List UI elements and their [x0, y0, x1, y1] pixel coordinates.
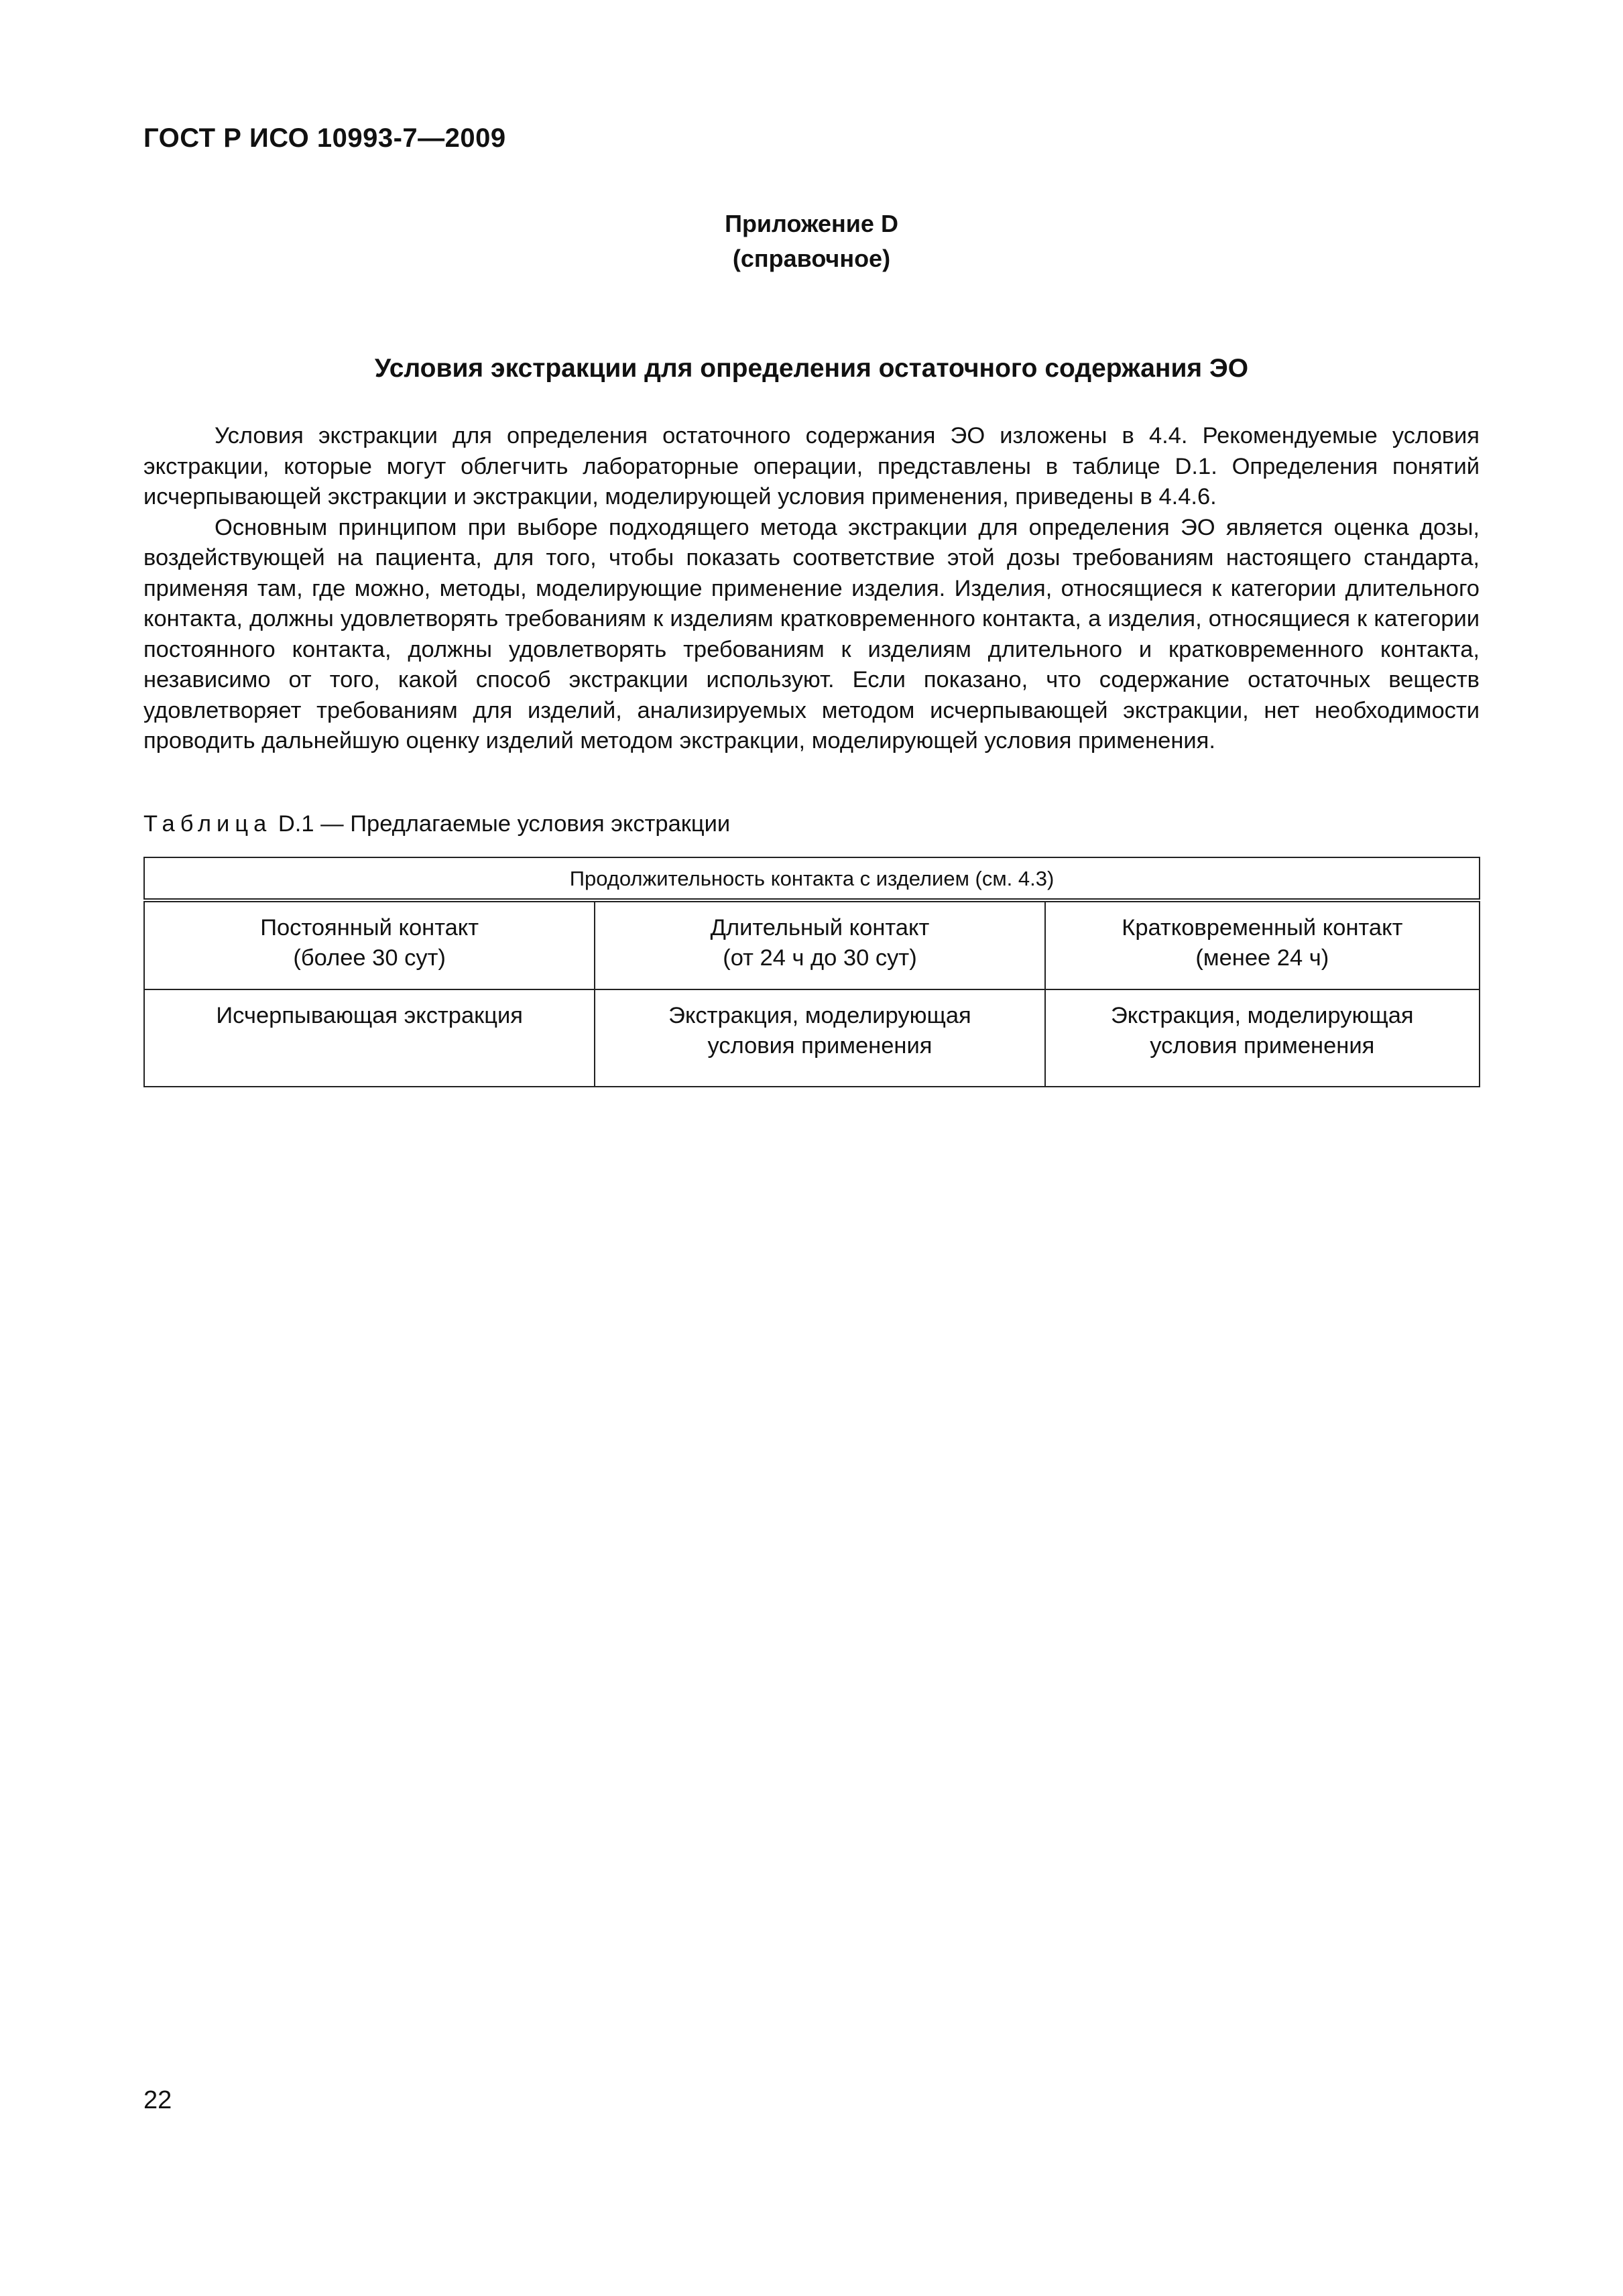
cell-line: Экстракция, моделирующая	[1111, 1003, 1414, 1028]
cell-line: условия применения	[707, 1033, 933, 1059]
paragraph: Основным принципом при выборе подходящего метода экстракции для определения ЭО является оценка дозы, воздействующей на пациента, для того, чтобы показать соответствие этой дозы требованиям настоящего стандарта, применяя там, где можно, методы, моделирующие применение изделия. Изделия, относящиеся к категории длительного контакта, должны удовлетворять требованиям к изделиям кратковременного контакта, а изделия, относящиеся к категории постоянного контакта, должны удовлетворять требованиям к изделиям длительного и кратковременного контакта, независимо от того, какой способ экстракции используют. Если показано, что содержание остаточных веществ удовлетворяет требованиям для изделий, анализируемых методом исчерпывающей экстракции, нет необходимости проводить дальнейшую оценку изделий методом экстракции, моделирующей условия применения.	[143, 514, 1480, 753]
table-header-row	[144, 857, 1480, 900]
table-cell	[1045, 989, 1480, 1087]
table-header-cell: Продолжительность контакта с изделием (см. 4.3)	[144, 857, 1480, 900]
annex-heading	[0, 206, 1623, 276]
cell-line: условия применения	[1150, 1033, 1375, 1059]
body-text	[143, 421, 1480, 757]
cell-line: Кратковременный контакт	[1122, 915, 1403, 941]
document-header: ГОСТ Р ИСО 10993-7—2009	[143, 123, 506, 153]
cell-line: (более 30 сут)	[293, 945, 446, 971]
extraction-conditions-table	[143, 857, 1480, 1087]
paragraph: Условия экстракции для определения остаточного содержания ЭО изложены в 4.4. Рекомендуемые условия экстракции, которые могут облегчить лабораторные операции, представлены в таблице D.1. Определения понятий исчерпывающей экстракции и экстракции, моделирующей условия применения, приведены в 4.4.6.	[143, 423, 1480, 509]
cell-line: Экстракция, моделирующая	[668, 1003, 971, 1028]
cell-line: Исчерпывающая экстракция	[216, 1003, 523, 1028]
table-cell	[595, 989, 1044, 1087]
cell-line: (от 24 ч до 30 сут)	[723, 945, 917, 971]
table-caption-text: D.1 — Предлагаемые условия экстракции	[272, 811, 731, 837]
table-cell	[144, 989, 595, 1087]
section-title: Условия экстракции для определения остаточного содержания ЭО	[374, 354, 1249, 383]
table-caption	[143, 811, 730, 837]
table-cell	[144, 900, 595, 989]
annex-type: (справочное)	[732, 245, 891, 272]
page-number: 22	[143, 2086, 172, 2114]
table-row	[144, 989, 1480, 1087]
cell-line: Постоянный контакт	[260, 915, 479, 941]
cell-line: (менее 24 ч)	[1195, 945, 1329, 971]
table-caption-label: Таблица	[143, 811, 272, 837]
cell-line: Длительный контакт	[710, 915, 930, 941]
annex-label: Приложение D	[725, 210, 898, 237]
table-cell	[595, 900, 1044, 989]
table-cell	[1045, 900, 1480, 989]
table-row	[144, 900, 1480, 989]
